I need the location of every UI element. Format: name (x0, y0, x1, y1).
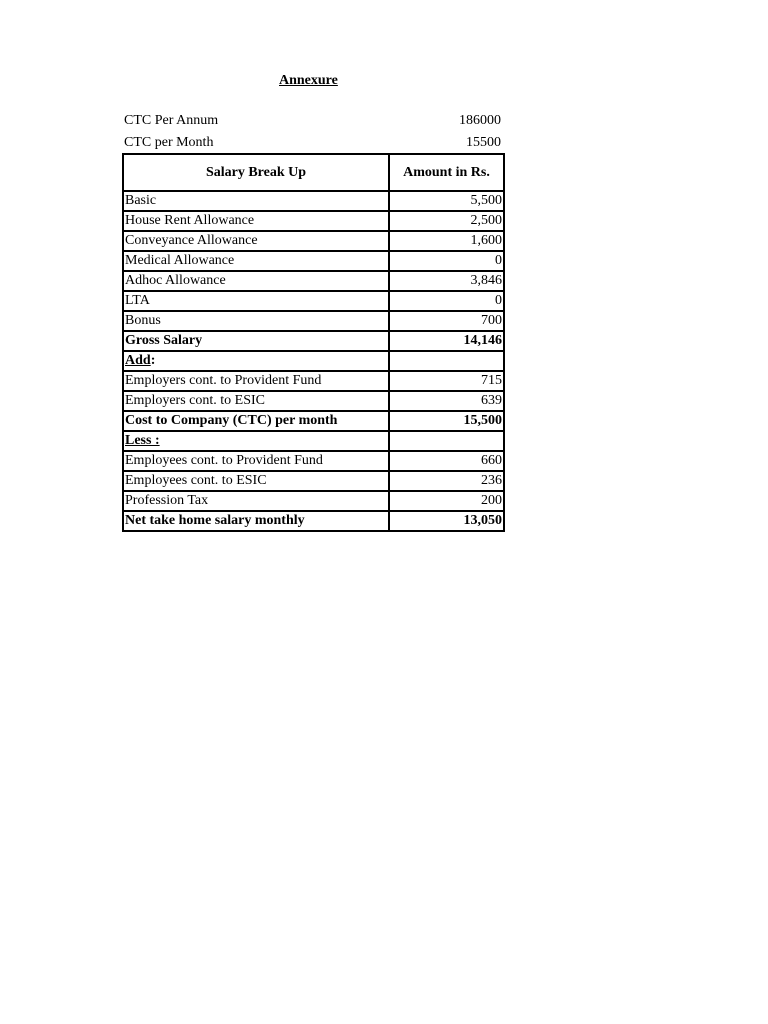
net-take-home-row (123, 511, 504, 531)
row-amount: 236 (389, 471, 504, 491)
table-row (123, 251, 504, 271)
header-amount: Amount in Rs. (389, 154, 504, 191)
net-take-home-label: Net take home salary monthly (123, 511, 389, 531)
row-label: Profession Tax (123, 491, 389, 511)
row-label: Conveyance Allowance (123, 231, 389, 251)
ctc-row-label: Cost to Company (CTC) per month (123, 411, 389, 431)
table-row (123, 211, 504, 231)
table-row (123, 491, 504, 511)
table-row (123, 371, 504, 391)
table-row (123, 271, 504, 291)
row-amount: 200 (389, 491, 504, 511)
ctc-per-month-line (124, 133, 501, 153)
row-label: House Rent Allowance (123, 211, 389, 231)
row-amount: 660 (389, 451, 504, 471)
add-heading: Add (125, 353, 151, 368)
ctc-per-month-row (123, 411, 504, 431)
row-label: Employees cont. to Provident Fund (123, 451, 389, 471)
row-amount: 639 (389, 391, 504, 411)
row-label: Employers cont. to Provident Fund (123, 371, 389, 391)
gross-salary-row (123, 331, 504, 351)
row-label: Employees cont. to ESIC (123, 471, 389, 491)
row-amount (389, 351, 504, 371)
ctc-per-annum-value: 186000 (459, 113, 501, 128)
row-amount: 700 (389, 311, 504, 331)
row-amount: 3,846 (389, 271, 504, 291)
header-salary-break-up: Salary Break Up (123, 154, 389, 191)
row-amount: 1,600 (389, 231, 504, 251)
table-row (123, 291, 504, 311)
row-label: Adhoc Allowance (123, 271, 389, 291)
row-amount: 715 (389, 371, 504, 391)
row-label: Employers cont. to ESIC (123, 391, 389, 411)
gross-salary-amount: 14,146 (389, 331, 504, 351)
add-section-row (123, 351, 504, 371)
table-row (123, 391, 504, 411)
table-row (123, 311, 504, 331)
row-amount (389, 431, 504, 451)
row-amount: 2,500 (389, 211, 504, 231)
row-amount: 0 (389, 291, 504, 311)
ctc-per-month-label: CTC per Month (124, 135, 214, 150)
ctc-per-annum-label: CTC Per Annum (124, 113, 219, 128)
table-row (123, 451, 504, 471)
table-row (123, 231, 504, 251)
add-colon: : (150, 353, 156, 368)
net-take-home-amount: 13,050 (389, 511, 504, 531)
row-label: LTA (123, 291, 389, 311)
gross-salary-label: Gross Salary (123, 331, 389, 351)
ctc-row-amount: 15,500 (389, 411, 504, 431)
table-row (123, 471, 504, 491)
row-amount: 5,500 (389, 191, 504, 211)
table-row (123, 191, 504, 211)
row-amount: 0 (389, 251, 504, 271)
row-label: Bonus (123, 311, 389, 331)
row-label: Medical Allowance (123, 251, 389, 271)
less-heading: Less : (125, 433, 160, 448)
less-section-row (123, 431, 504, 451)
row-label: Basic (123, 191, 389, 211)
table-header-row (123, 154, 504, 191)
add-section-label (123, 351, 389, 371)
less-section-label (123, 431, 389, 451)
page-title: Annexure (279, 73, 338, 88)
ctc-per-month-value: 15500 (466, 135, 501, 150)
ctc-per-annum-line (124, 111, 501, 131)
salary-breakup-table (122, 153, 505, 532)
